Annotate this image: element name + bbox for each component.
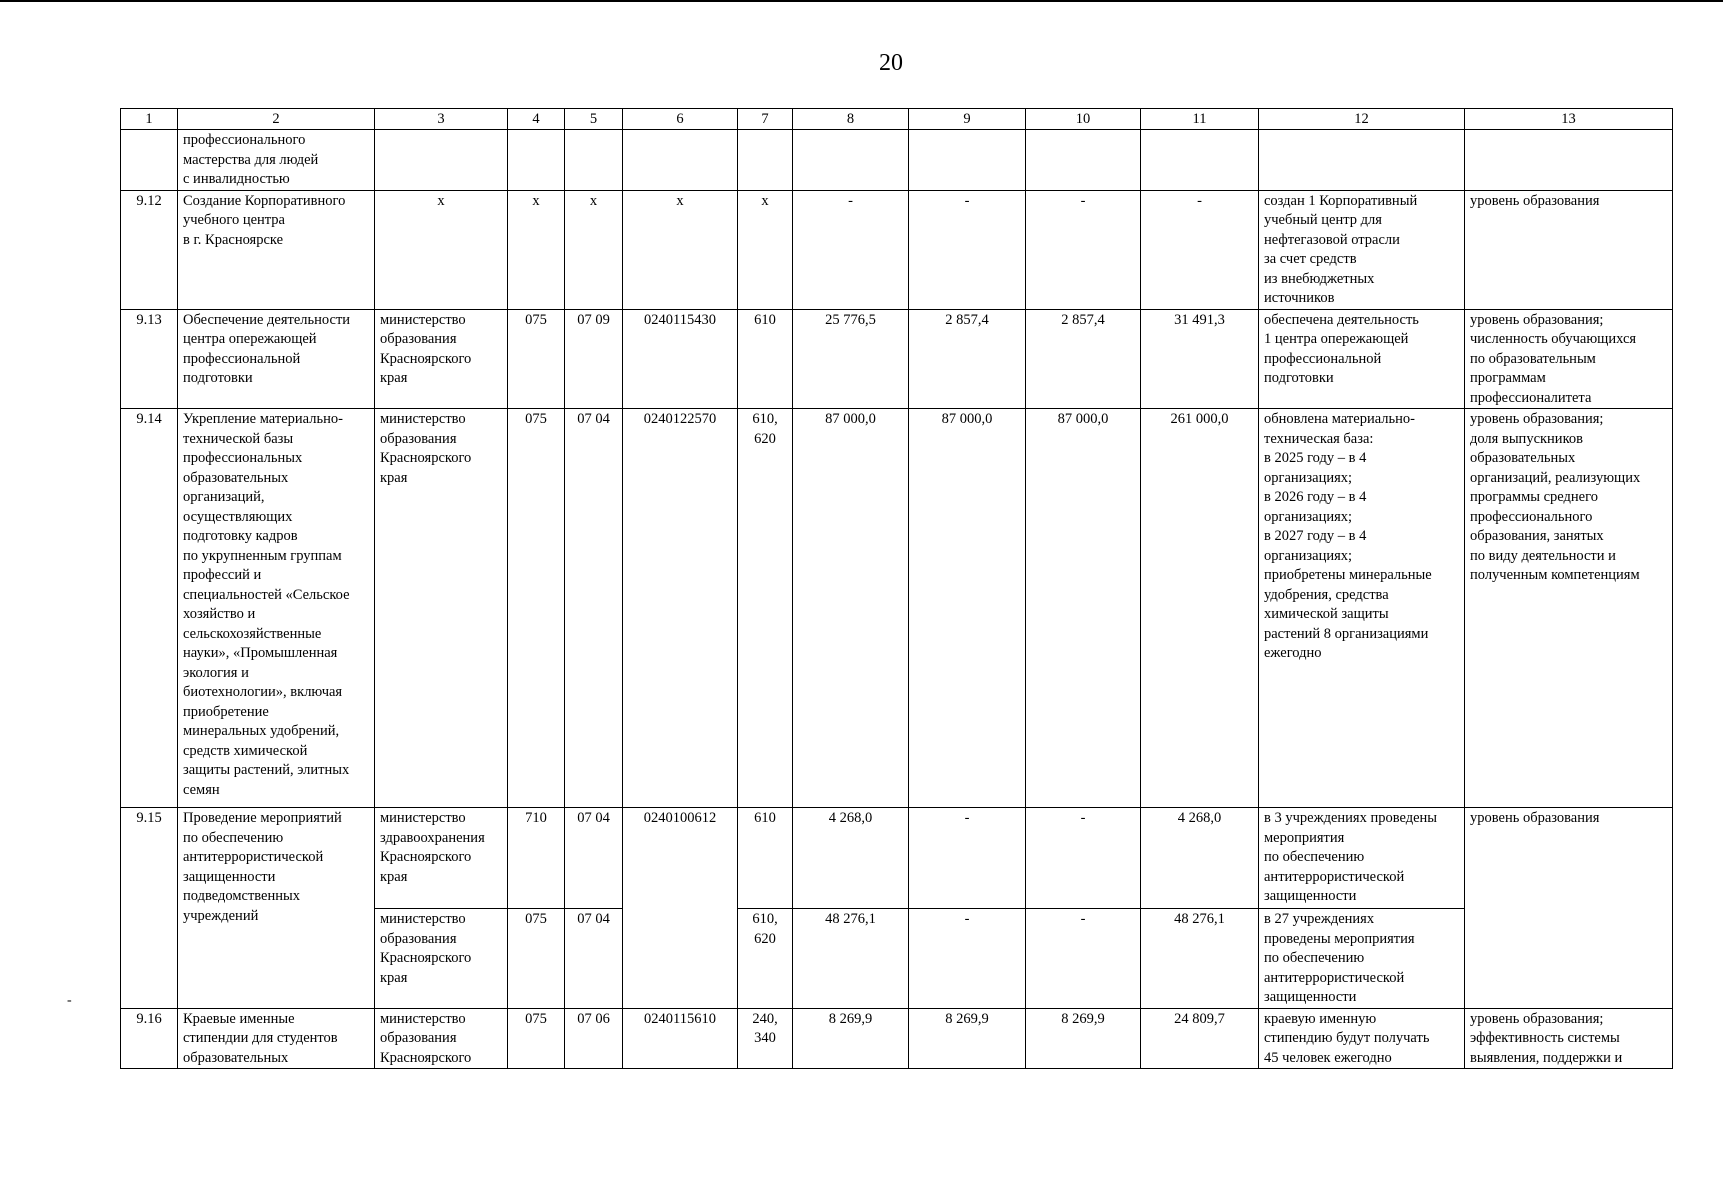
- amount-cell: 261 000,0: [1141, 409, 1259, 808]
- column-number: 11: [1141, 109, 1259, 130]
- code-cell: 075: [508, 309, 565, 409]
- column-number: 12: [1259, 109, 1465, 130]
- row-number: 9.12: [121, 190, 178, 309]
- table-row: [121, 1008, 1673, 1069]
- column-number: 8: [793, 109, 909, 130]
- code-cell: 07 04: [565, 808, 623, 909]
- code-cell: х: [623, 190, 738, 309]
- column-number: 7: [738, 109, 793, 130]
- column-number: 13: [1465, 109, 1673, 130]
- indicator-cell: уровень образования: [1465, 190, 1673, 309]
- scan-mark: -: [67, 993, 72, 1008]
- amount-cell: -: [909, 909, 1026, 1009]
- code-cell: 0240100612: [623, 808, 738, 1009]
- amount-cell: 8 269,9: [1026, 1008, 1141, 1069]
- code-cell: 075: [508, 1008, 565, 1069]
- column-number: 3: [375, 109, 508, 130]
- indicator-cell: уровень образования: [1465, 808, 1673, 1009]
- code-cell: х: [508, 190, 565, 309]
- code-cell: 075: [508, 909, 565, 1009]
- code-cell: 0240115430: [623, 309, 738, 409]
- table-row-continued: [121, 130, 1673, 191]
- code-cell: 710: [508, 808, 565, 909]
- amount-cell: 4 268,0: [1141, 808, 1259, 909]
- amount-cell: -: [793, 190, 909, 309]
- column-number: 1: [121, 109, 178, 130]
- result-cell: обновлена материально- техническая база: в 2025 году – в 4 организациях; в 2026 году – в 4 организациях; в 2027 году – в 4 организациях; приобретены минеральные удобрения, средства химической защиты растений 8 организациями ежегодно: [1259, 409, 1465, 808]
- amount-cell: 31 491,3: [1141, 309, 1259, 409]
- agency-cell: министерство образования Красноярского: [375, 1008, 508, 1069]
- column-number: 5: [565, 109, 623, 130]
- amount-cell: -: [1026, 808, 1141, 909]
- amount-cell: 87 000,0: [1026, 409, 1141, 808]
- indicator-cell: уровень образования; доля выпускников образовательных организаций, реализующих программы среднего профессионального образования, занятых по виду деятельности и полученным компетенциям: [1465, 409, 1673, 808]
- measure-name: Создание Корпоративного учебного центра в г. Красноярске: [178, 190, 375, 309]
- agency-cell: министерство образования Красноярского края: [375, 309, 508, 409]
- measure-name: Краевые именные стипендии для студентов образовательных: [178, 1008, 375, 1069]
- agency-cell: х: [375, 190, 508, 309]
- amount-cell: 48 276,1: [1141, 909, 1259, 1009]
- amount-cell: -: [1026, 190, 1141, 309]
- code-cell: 610: [738, 808, 793, 909]
- code-cell: 07 04: [565, 909, 623, 1009]
- amount-cell: 48 276,1: [793, 909, 909, 1009]
- amount-cell: 87 000,0: [909, 409, 1026, 808]
- amount-cell: -: [909, 808, 1026, 909]
- code-cell: х: [738, 190, 793, 309]
- amount-cell: 4 268,0: [793, 808, 909, 909]
- code-cell: 0240115610: [623, 1008, 738, 1069]
- result-cell: создан 1 Корпоративный учебный центр для нефтегазовой отрасли за счет средств из внебюджетных источников: [1259, 190, 1465, 309]
- column-number: 9: [909, 109, 1026, 130]
- column-number: 4: [508, 109, 565, 130]
- amount-cell: 25 776,5: [793, 309, 909, 409]
- code-cell: х: [565, 190, 623, 309]
- amount-cell: 2 857,4: [909, 309, 1026, 409]
- measure-name: Обеспечение деятельности центра опережающей профессиональной подготовки: [178, 309, 375, 409]
- amount-cell: 8 269,9: [793, 1008, 909, 1069]
- amount-cell: -: [909, 190, 1026, 309]
- column-number: 6: [623, 109, 738, 130]
- code-cell: 610: [738, 309, 793, 409]
- row-number: 9.15: [121, 808, 178, 1009]
- code-cell: 075: [508, 409, 565, 808]
- column-number-row: [121, 109, 1673, 130]
- result-cell: краевую именную стипендию будут получать 45 человек ежегодно: [1259, 1008, 1465, 1069]
- agency-cell: министерство образования Красноярского края: [375, 909, 508, 1009]
- column-number: 10: [1026, 109, 1141, 130]
- agency-cell: министерство здравоохранения Красноярского края: [375, 808, 508, 909]
- measure-name: Укрепление материально- технической базы профессиональных образовательных организаций, осуществляющих подготовку кадров по укрупненным группам профессий и специальностей «Сельское хозяйство и сельскохозяйственные науки», «Промышленная экология и биотехнологии», включая приобретение минеральных удобрений, средств химической защиты растений, элитных семян: [178, 409, 375, 808]
- code-cell: 07 06: [565, 1008, 623, 1069]
- table-row: [121, 309, 1673, 409]
- amount-cell: -: [1141, 190, 1259, 309]
- row-number: 9.13: [121, 309, 178, 409]
- measure-name: Проведение мероприятий по обеспечению антитеррористической защищенности подведомственных учреждений: [178, 808, 375, 1009]
- page-number: 20: [879, 50, 903, 76]
- code-cell: 07 04: [565, 409, 623, 808]
- code-cell: 610, 620: [738, 409, 793, 808]
- table-row: [121, 409, 1673, 808]
- amount-cell: 8 269,9: [909, 1008, 1026, 1069]
- agency-cell: министерство образования Красноярского края: [375, 409, 508, 808]
- code-cell: 0240122570: [623, 409, 738, 808]
- result-cell: обеспечена деятельность 1 центра опережающей профессиональной подготовки: [1259, 309, 1465, 409]
- amount-cell: -: [1026, 909, 1141, 1009]
- amount-cell: 24 809,7: [1141, 1008, 1259, 1069]
- row-number: 9.14: [121, 409, 178, 808]
- result-cell: в 27 учреждениях проведены мероприятия по обеспечению антитеррористической защищенности: [1259, 909, 1465, 1009]
- code-cell: 07 09: [565, 309, 623, 409]
- row-number: 9.16: [121, 1008, 178, 1069]
- code-cell: 610, 620: [738, 909, 793, 1009]
- table-row: [121, 808, 1673, 909]
- result-cell: в 3 учреждениях проведены мероприятия по обеспечению антитеррористической защищенности: [1259, 808, 1465, 909]
- top-border-line: [0, 0, 1723, 2]
- amount-cell: 87 000,0: [793, 409, 909, 808]
- measure-name: профессионального мастерства для людей с инвалидностью: [178, 130, 375, 191]
- indicator-cell: уровень образования; эффективность системы выявления, поддержки и: [1465, 1008, 1673, 1069]
- budget-table: [120, 108, 1673, 1069]
- amount-cell: 2 857,4: [1026, 309, 1141, 409]
- table-row: [121, 190, 1673, 309]
- column-number: 2: [178, 109, 375, 130]
- indicator-cell: уровень образования; численность обучающихся по образовательным программам профессионалитета: [1465, 309, 1673, 409]
- code-cell: 240, 340: [738, 1008, 793, 1069]
